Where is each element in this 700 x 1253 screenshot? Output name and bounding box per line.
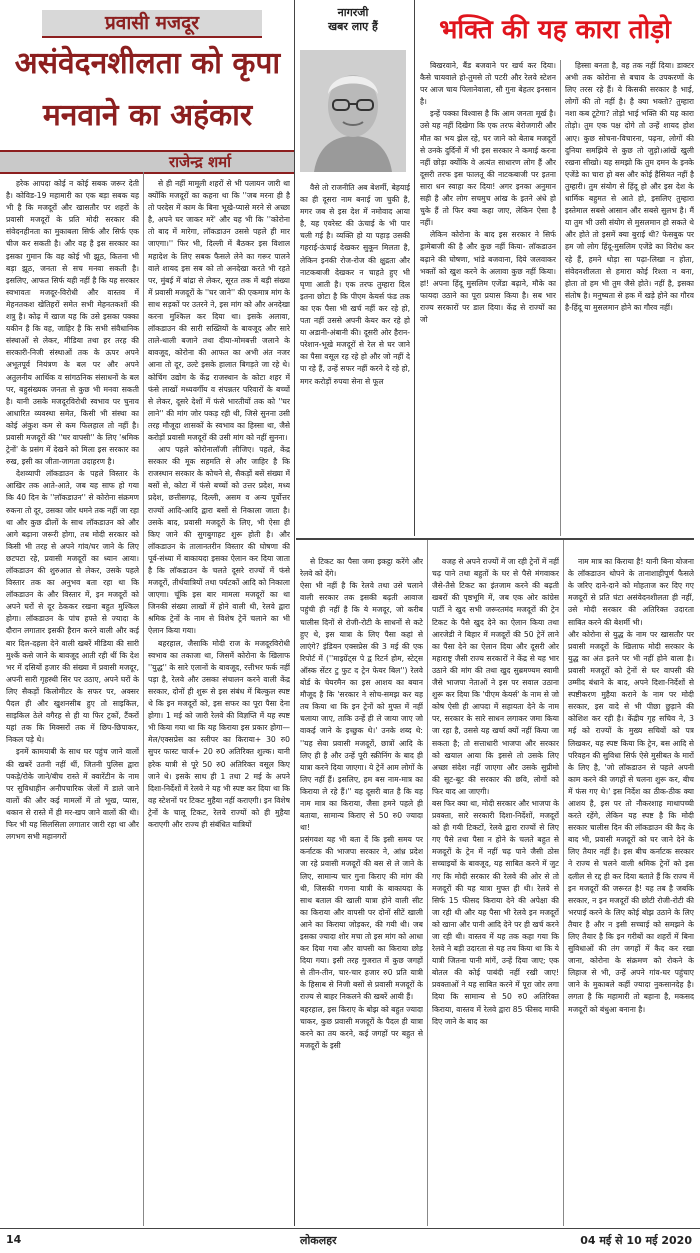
column-divider [560, 60, 561, 536]
issue-date: 04 मई से 10 मई 2020 [580, 1234, 692, 1247]
paragraph: वैसे तो राजनीति अब बेशर्मी, बेहयाई का ही दूसरा नाम बनाई जा चुकी है, मगर जब से इस देश में नमोवाद आया है, यह एवरेस्ट की ऊंचाई के भी पार चली गई है। व्यक्ति हो या पहाड़ उसकी गहराई-ऊंचाई देखकर सुकून मिलता है, लेकिन इनकी रोज-रोज की क्षुद्रता और नाटकबाजी देखकर न चाहते हुए भी घृणा आती है। एक तरफ तुम्हारा दिल इतना छोटा है कि पीएम केयर्स फंड तक का एक पैसा भी खर्च नहीं कर रहे हो, पता नहीं उससे अपनी केयर कर रहे हो या अडानी-अंबानी की। दूसरी ओर हैरान-परेशान-भूखे मजदूरों से रेल से घर जाने का पैसा वसूल रह रहे हो और जो नहीं दे पा रहे हैं, उन्हें सफर नहीं करने दे रहे हो, मगर करोड़ों रुपया सेना से फूल [300, 183, 410, 386]
publication-name: लोकलहर [300, 1234, 337, 1247]
footer-rule [0, 1228, 700, 1229]
article-column [300, 544, 423, 1224]
paragraph: से टिकट का पैसा जमा इकट्ठा करेंगे और रेलवे को देंगे। ऐसा भी नहीं है कि रेलवे तथा उसे चलाने वाली सरकार तक इसकी बढ़ती आवाज पहुंची ही नहीं है कि ये मजदूर, जो करीब चालीस दिनों से रोजी-रोटी के साधनों से कटे हुए थे, इस यात्रा के लिए पैसा कहां से लाएंगे? इंडियन एक्सप्रेस की 3 मई की एक रिपोर्ट में (''माइग्रेंट्स पे द्व रिटर्न होम, स्टेट्स ऑस्क सेंटर टु फुट द ट्रेन फेयर बिल'') रेलवे बोर्ड के चेयरमैन का इस आशय का बयान मौजूद है कि 'सरकार ने सोच-समझ कर यह तय किया था कि इन ट्रेनों को मुफ्त में नहीं चलाया जाए, ताकि उन्हें ही ले जाया जाए जो वाकई जाने के इच्छुक थे।' उनके शब्द थे: ''यह सेवा प्रवासी मजदूरों, छात्रों आदि के लिए ही है और उन्हें पूरी स्क्रीनिंग के बाद ही यात्रा करने दिया जाएगा। ये ट्रेनें आम लोगों के लिए नहीं हैं। इसलिए, हम बस नाम-मात्र का किराया ले रहे हैं।'' यह दूसरी बात है कि यह नाम मात्र का किराया, जैसा हमने पहले ही बताया, सामान्य किराए से 50 रु0 ज्यादा था! प्रसंगवश यह भी बता दें कि इसी समय पर कर्नाटक की भाजपा सरकार ने, आंध्र प्रदेश जा रहे प्रवासी मजदूरों की बस से ले जाने के लिए, सामान्य चार गुना किराए की मांग की थी, जिसकी गणना यात्री के बाकायदा के साथ बताल की खाली यात्रा होने वाली सीट का किराया और वापसी पर दोनों सीटें खाली आने का किराया जोड़कर, की गयी थी। जब इसका ज्यादा शोर मचा तो इस मांग को आधा कर दिया गया और वापसी का किराया छोड़ दिया गया। इसी तरह गुजरात में कुछ जगहों से तीन-तीन, चार-चार हजार रु0 प्रति यात्री के हिसाब से निजी बसों से प्रवासी मजदूरों के राज्य से बाहर निकलने की खबरें आयी हैं। बहरहाल, इस किराए के बोझ को बहुत ज्यादा चाकर, कुछ प्रवासी मजदूरों के पैदल ही यात्रा करने का तय करने, कई जगहों पर बहुत से मजदूरों के इसी [300, 557, 423, 1050]
headline-line-2: मनवाने का अहंकार [42, 98, 253, 133]
column-divider [414, 0, 415, 536]
author-name: राजेन्द्र शर्मा [168, 153, 231, 171]
paragraph: से ही नहीं मामूली शहरों से भी पलायन जारी था क्योंकि मजदूरों का कहना था कि ''जब मरना ही है तो परदेस में काम के बिना भूखे-प्यासे मरने से अच्छा है, अपने घर जाकर मरें' और यह भी कि ''कोरोना तो बाद में मारेगा, लॉकडाउन उससे पहले ही मार जाएगा।'' फिर भी, दिल्ली में बैठकर इस विशाल महादेश के लिए सबक फैसले लेने का गरूर पालने वाले शायद इस सब को तो अनदेखा करते भी रहते पर, मुंबई में बांद्रा से लेकर, सूरत तक में बड़ी संख्या में प्रवासी मजदूरों के ''घर जाने'' की एकमात्र मांग के साथ सड़कों पर उतरने ने, इस मांग को और अनदेखा करना मुश्किल कर दिया था। इसके अलावा, लॉकडाउन की सारी सख्तियों के बावजूद और सारे ताले-थाली बजाने तथा दीया-मोमबत्ती जलाने के बावजूद, कोरोना की आफत का अभी अंत नजर आना तो दूर, उल्टे इसके हालात बिगड़ते जा रहे थे। कोचिंग उद्योग के केंद्र राजस्थान के कोटा शहर में फंसे लाखों मध्यवर्गीय व संपन्नतर परिवारों के बच्चों से लेकर, दूसरे देशों में फंसे भारतीयों तक को ''घर लाने'' की मांग जोर पकड़ रही थी, जिसे सुनना उसी तरह मौजूदा शासकों के स्वभाव का हिस्सा था, जैसे करोड़ों प्रवासी मजदूरों की उसी मांग को नहीं सुनना। [148, 179, 290, 442]
headline-line-1: असंवेदनशीलता को कृपा [14, 46, 281, 81]
paragraph: बहरहाल, जैसाकि मोदी राज के मजदूरविरोधी स्वभाव का तकाजा था, जिसमें कोरोना के खिलाफ ''युद्ध'' के सारे एलानों के बावजूद, रत्तीभर फर्क नहीं पड़ा है, रेलवे और उसका संचालन करने वाली केंद्र सरकार, दोनों ही शुरू से इस संबंध में बिल्कुल स्पष्ट थे कि इन मजदूरों को, इस सफर का पूरा पैसा देना होगा। 1 मई को जारी रेलवे की विज्ञप्ति में यह स्पष्ट भी किया गया था कि यह किराया इस प्रकार होगा—मेल/एक्सप्रेस का स्लीपर का किराया+ 30 रु0 सुपर फास्ट चार्ज+ 20 रु0 अतिरिक्त शुल्क। यानी हरेक यात्री से पूरे 50 रु0 अतिरिक्त वसूल किए जाने थे। इसके साथ ही 1 तथा 2 मई के अपने दिशा-निर्देशों में रेलवे ने यह भी स्पष्ट कर दिया था कि वह स्टेशनों पर टिकट मुहैया नहीं कराएगी। इन विशेष ट्रेनों के चालू टिकट, रेलवे राज्यों को ही मुहैया कराएगी और राज्य ही संबंधित यात्रियों [148, 638, 290, 829]
column-divider [294, 0, 295, 1226]
paragraph: वजह से अपने राज्यों में जा रही ट्रेनों में नहीं चढ़ पाने तथा बहुतों के घर से पैसे मंगवाकर जैसे-तैसे टिकट का इंतजाम करने की बढ़ती खबरों की पृष्ठभूमि में, जब एक ओर कांग्रेस पार्टी ने खुद सभी जरूरतमंद मजदूरों की ट्रेन टिकट के पैसे खुद देने का ऐलान किया तथा आरजेडी ने बिहार में मजदूरों की 50 ट्रेनें लाने का पैसा देने का ऐलान दिया और दूसरी ओर महाराष्ट्र जैसी राज्य सरकारों ने केंद्र से यह भार उठाने की मांग की तथा खुद सुब्रमण्यम स्वामी जैसे भाजपा नेताओं ने इस पर सवाल उठाना शुरू कर दिया कि 'पीएम केयर्स' के नाम से जो कोष ऐसी ही आपदा में सहायता देने के नाम पर, सरकार के सारे साधन लगाकर जमा किया जा रहा है, उससे यह खर्चा क्यों नहीं किया जा सकता है; तो सत्ताधारी भाजपा और सरकार को खयाल आया कि इससे तो उसके लिए अच्छा संदेश नहीं जाएगा और उसके सुप्रीमो की सूट-बूट की सरकार की छवि, लोगों को फिर याद आ जाएगी। बस फिर क्या था, मोदी सरकार और भाजपा के प्रवक्ता, सारे सरकारी दिशा-निर्देशों, मजदूरों को ही गयी टिकटों, रेलवे द्वारा राज्यों से लिए गए पैसे तथा पैसा न होने के चलते बहुत से मजदूरों के ट्रेन में नहीं चढ़ पाने जैसी ठोस सच्चाइयों के बावजूद, यह साबित करने में जुट गए कि मोदी सरकार की रेलवे की ओर से तो मजदूरों की यह यात्रा मुफ्त ही थी। रेलवे से सिर्फ 15 फीसद किराया देने की अपेक्षा की जा रही थी और यह पैसा भी रेलवे इन मजदूरों को खाना और पानी आदि देने पर ही खर्च करने जा रही थी। वास्तव में यह तक कहा गया कि रेलवे ने बड़ी उदारता से यह तय किया था कि ये यात्री जितना पानी मांगें, उन्हें दिया जाए; एक बोतल की कोई पाबंदी नहीं रखी जाए! प्रवक्ताओं ने यह साबित करने में पूरा जोर लगा दिया कि सामान्य से 50 रु0 अतिरिक्त किराया, वास्तव में रेलवे द्वारा 85 फीसद माफी दिए जाने के बाद का [432, 557, 559, 1026]
right-headline: भक्ति की यह कारा तोड़ो [439, 15, 671, 45]
column-title-line-2: खबर लाए हैं [328, 20, 378, 33]
article-column [148, 178, 290, 1224]
paragraph: बिखरवाने, बैंड बजवाने पर खर्च कर दिया। कैसे चायवाले हो-तुमसे तो पटरी और रेलवे स्टेशन पर आज चाय पिलानेवाला, सौ गुना बेहतर इनसान है। [420, 61, 556, 107]
article-kicker: प्रवासी मजदूर [42, 10, 262, 38]
paragraph: हरेक आपदा कोई न कोई सबक जरूर देती है। कोविड-19 महामारी का एक बड़ा सबक यह भी है कि मजदूरों और खासतौर पर शहरों के प्रवासी मजदूरों के प्रति मोदी सरकार की संवेदनहीनता का मुकाबला सिर्फ और सिर्फ एक चीज कर सकती है। और वह है इस सरकार का इसका गुमान कि वह कोई भी झूठ, कितना भी बड़ा झूठ, जनता से सच मनवा सकती है। इसलिए, आफत सिर्फ यही नहीं है कि यह सरकार स्वभावतः मजदूर-विरोधी और वास्तव में मेहनतकश खेतिहरों समेत सभी मेहनतकशों की शत्रु है। कोढ़ में खाज यह कि उसे इसका पक्का यकीन है कि वह, जाहिर है कि सभी संवैधानिक संस्थाओं से लेकर, मीडिया तथा हर तरह की सरकारी-निजी संस्थाओं तक के ऊपर अपने अभूतपूर्व नियंत्रण के बल पर और अपने अतुलनीय आर्थिक व सांगठनिक संसाधनों के बल पर, बहुसंख्यक जनता से कुछ भी मनवा सकती है। यानी उसके मजदूरविरोधी स्वभाव पर चुनाव आधारित व्यवस्था समेत, किसी भी संस्था का कोई अंकुश कम से कम फिलहाल तो नहीं है। प्रवासी मजदूरों की ''घर वापसी'' के लिए 'श्रमिक ट्रेनों' के प्रसंग में देखने को मिला इस सरकार का रुख, इसी का जीता-जागता उदाहरण है। [6, 179, 139, 467]
author-photo [300, 50, 406, 172]
column-divider [563, 540, 564, 1226]
column-title [300, 6, 406, 34]
article-column [568, 544, 694, 1224]
paragraph: इन्हें पक्का विश्वास है कि आम जनता मूर्ख है। उसे यह नहीं दिखेगा कि एक तरफ बेरोजगारी और मौत का भय झेल रहे, घर जाने को बेताब मजदूरों से उनके दुर्दिनों में भी इस सरकार ने कमाई करना नहीं छोड़ा क्योंकि वे अत्यंत साधारण लोग हैं और दूसरी तरफ इस फालतू की नाटकबाजी पर इतना सारा धन स्वाहा कर दिया! अगर इनका अनुमान सही है और लोग सचमुच आंख के इतने अंधे हो चुके हैं तो फिर क्या कहा जाए, लेकिन ऐसा है नहीं। [420, 109, 556, 228]
paragraph: नाम मात्र का किराया है! यानी बिना योजना के लॉकडाउन थोपने के तानाशाहीपूर्ण फैसले के जरिए दाने-दाने को मोहताज कर दिए गए मजदूरों से प्रति घंटा असंवेदनशीलता ही नहीं, उसे मोदी सरकार की अतिरिक्त उदारता साबित करने की बेशर्मी भी। और कोरोना से युद्ध के नाम पर खासतौर पर प्रवासी मजदूरों के खिलाफ मोदी सरकार के युद्ध का अंत इतने पर भी नहीं होने वाला है। प्रवासी मजदूरों को ट्रेनों से घर वापसी की उम्मीद बंधाने के बाद, अपने दिशा-निर्देशों से स्पष्टीकरण मुहैया कराने के नाम पर मोदी सरकार, इस वादे से भी पीछा छुड़ाने की कोशिश कर रही है। केंद्रीय गृह सचिव ने, 3 मई को राज्यों के मुख्य सचिवों को पत्र लिखकर, यह स्पष्ट किया कि ट्रेन, बस आदि से परिवहन की सुविधा सिर्फ ऐसे मुसीबत के मारों के लिए है, 'जो लॉकडाउन से पहले अपनी काम करने की जगहों से चलना शुरू कर, बीच में फंस गए थे।' इस निर्देश का ठीक-ठीक क्या आशय है, इस पर तो नौकरशाह माथापच्ची करते रहेंगे, लेकिन यह स्पष्ट है कि मोदी सरकार चालीस दिन की लॉकडाउन की कैद के बाद भी, प्रवासी मजदूरों को घर जाने देने के लिए तैयार नहीं है। इस बीच कर्नाटक सरकार ने राज्य से चलने वाली श्रमिक ट्रेनों को इस दलील से रद्द ही कर दिया बताते हैं कि राज्य में इन मजदूरों की जरूरत है! यह तब है जबकि सरकार, न इन मजदूरों की छोटी रोजी-रोटी की भरपाई करने के लिए कोई बोझ उठाने के लिए तैयार है और न इसी सच्चाई को समझने के लिए तैयार है कि इन गरीबों का शहरों में बिना सुविधाओं की तंग जगहों में कैद कर रखा जाना, कोरोना के संक्रमण को रोकने के लिहाज से भी, उन्हें अपने गांव-घर पहुंचाए जाने के मुकाबले कहीं ज्यादा नुकसानदेह है। लगता है कि महामारी तो बहाना है, मकसद मजदूरों को बंधुआ बनाना है। [568, 557, 694, 1014]
byline-bar [0, 150, 295, 174]
section-divider [296, 538, 694, 540]
article-column [420, 60, 556, 534]
paragraph: लेकिन कोरोना के बाद इस सरकार ने सिर्फ ड्रामेबाजी की है और कुछ नहीं किया- लॉकडाउन बढ़ाने की घोषणा, भांडे बजवाना, दिये जलवाकर भक्तों को खुश करने के अलावा कुछ नहीं किया। हां! अपना हिंदू मुसलिम एजेंडा बढ़ाने, मौके का फायदा उठाने का पूरा प्रयास किया है। सब भार राज्य सरकारों पर डाल दिया। केंद्र से राज्यों का जो [420, 230, 556, 324]
paragraph: आप पहले कोरोनालॉजी लीजिए। पहले, केंद्र सरकार की मूक सहमति से और जाहिर है कि राजस्थान सरकार के कोचने से, सैकड़ों बसें संख्या में बसों से, कोटा में फंसे बच्चों को उत्तर प्रदेश, मध्य प्रदेश, छत्तीसगढ़, दिल्ली, असम व अन्य पूर्वोत्तर राज्यों आदि-आदि द्वारा बसों से निकाला जाता है। उसके बाद, प्रवासी मजदूरों के लिए, भी ऐसा ही किए जाने की सुगबुगाहट शुरू होती है। और लॉकडाउन के तालानतरीन विस्तार की घोषणा की पूर्व-संध्या में बाकायदा इसका ऐलान कर दिया जाता है कि लॉकडाउन के चलते दूसरे राज्यों में फंसे मजदूरों, तीर्थयात्रियों तथा पर्यटकों आदि को निकाला जाएगा। चूंकि इस बार मामला मजदूरों का था जिनकी संख्या लाखों में होने वाली थी, रेलवे द्वारा श्रमिक ट्रेनों के नाम से विशेष ट्रेनें चलाने का भी ऐलान किया गया। [148, 445, 290, 636]
paragraph: इनमें कामयाबी के साथ घर पहुंच जाने वालों की खबरें उतनी नहीं थीं, जितनी पुलिस द्वारा पकड़े/रोके जाने/बीच रास्ते में क्वारेंटीन के नाम पर सुविधाहीन अनौपचारिक जेलों में डाले जाने वालों की और कई मामलों में तो भूख, प्यास, थकान से रास्ते में ही मर-खप जाने वालों की थी। फिर भी यह सिलसिला लगातार जारी रहा था और लगभग सभी महानगरों [6, 747, 139, 842]
article-column [565, 60, 694, 534]
page-number: 14 [6, 1233, 22, 1246]
paragraph: देशव्यापी लॉकडाउन के पहले विस्तार के आखिर तक आते-आते, जब यह साफ हो गया कि 40 दिन के ''लॉकडाउन'' से कोरोना संक्रमण रुकना तो दूर, उसका जोर थमने तक नहीं जा रहा था और कुछ ढीलों के साथ लॉकडाउन को और आगे बढ़ाना जरूरी होगा, तब मोदी सरकार को किसी भी तरह से अपने गांव/घर जाने के लिए छटपटा रहे, प्रवासी मजदूरों का ध्यान आया। लॉकडाउन की शुरुआत से लेकर, उसके पहले विस्तार तक का अनुभव बता रहा था कि लॉकडाउन के और विस्तार में, इन मजदूरों को अपने घरों से दूर ठेककर रखना बहुत मुश्किल होगा। लॉकडाउन के पांच हफ्ते से ज्यादा के दौरान लगातार इसकी हैरान करने वाली और कई बार दिल-दहला देने वाली खबरें मीडिया की सारी मुश्कें कसे जाने के बावजूद आती रही थीं कि देश भर में दसियों हजार की संख्या में प्रवासी मजदूर, अपनी सारी गृहस्थी सिर पर उठाए, अपने घरों के लिए सैकड़ों किलोमीटर के सफर पर, अक्सर पैदल ही और खुशनसीब हुए तो साइकिल, साइकिल ठेले वगैरह से ही या फिर ट्रकों, टैंकरों यहां तक कि मिक्सरों तक में छिप-छिपाकर, निकल पड़े थे। [6, 469, 139, 745]
column-divider [143, 172, 144, 1226]
article-column [6, 178, 139, 1224]
article-column [300, 182, 410, 534]
column-divider [427, 540, 428, 1226]
column-title-line-1: नागरजी [337, 6, 369, 19]
paragraph: हिस्सा बनता है, वह तक नहीं दिया। डाक्टर अभी तक कोरोना से बचाव के उपकरणों के लिए तरस रहे हैं। ये किसकी सरकार है भाई, लोगों की तो नहीं है। है क्या भक्तो? तुम्हारा नशा कब टूटेगा? तोड़ो भाई भक्ति की यह कारा तोड़ो। तुम एक पक्ष दोगे तो उन्हें शायद होश आए। कुछ सोचना-विचारना, पढ़ना, लोगों की दुनिया समझिये से कुछ तो जुड़ो।आंखें खुली रखना सीखो। यह समझो कि तुम दमन के इनके एजेंडे का चारा हो बस और कोई हैसियत नहीं है तुम्हारी। तुम संयोग से हिंदू हो और इस देश के धार्मिक बहुमत से आते हो, इसलिए तुम्हारा इस्तेमाल सबसे आसान और सबसे सुलभ है। मैं या तुम भी उसी संयोग से मुसलमान हो सकते थे और होते तो इसमें क्या बुराई थी? फेसबुक पर हम जो लोग हिंदू-मुसलिम एजेंडे का विरोध कर रहे हैं, हमने थोड़ा सा पढ़ा-लिखा न होता, संवेदनशीलता से हमारा कोई रिश्ता न बना, होता तो हम भी तुम जैसे होते। नहीं है, इसका संतोष है। मनुष्यता से हक में खड़े होने का गौरव है-हिंदू या मुसलमान होने का गौरव नहीं। [565, 61, 694, 312]
article-column [432, 544, 559, 1224]
